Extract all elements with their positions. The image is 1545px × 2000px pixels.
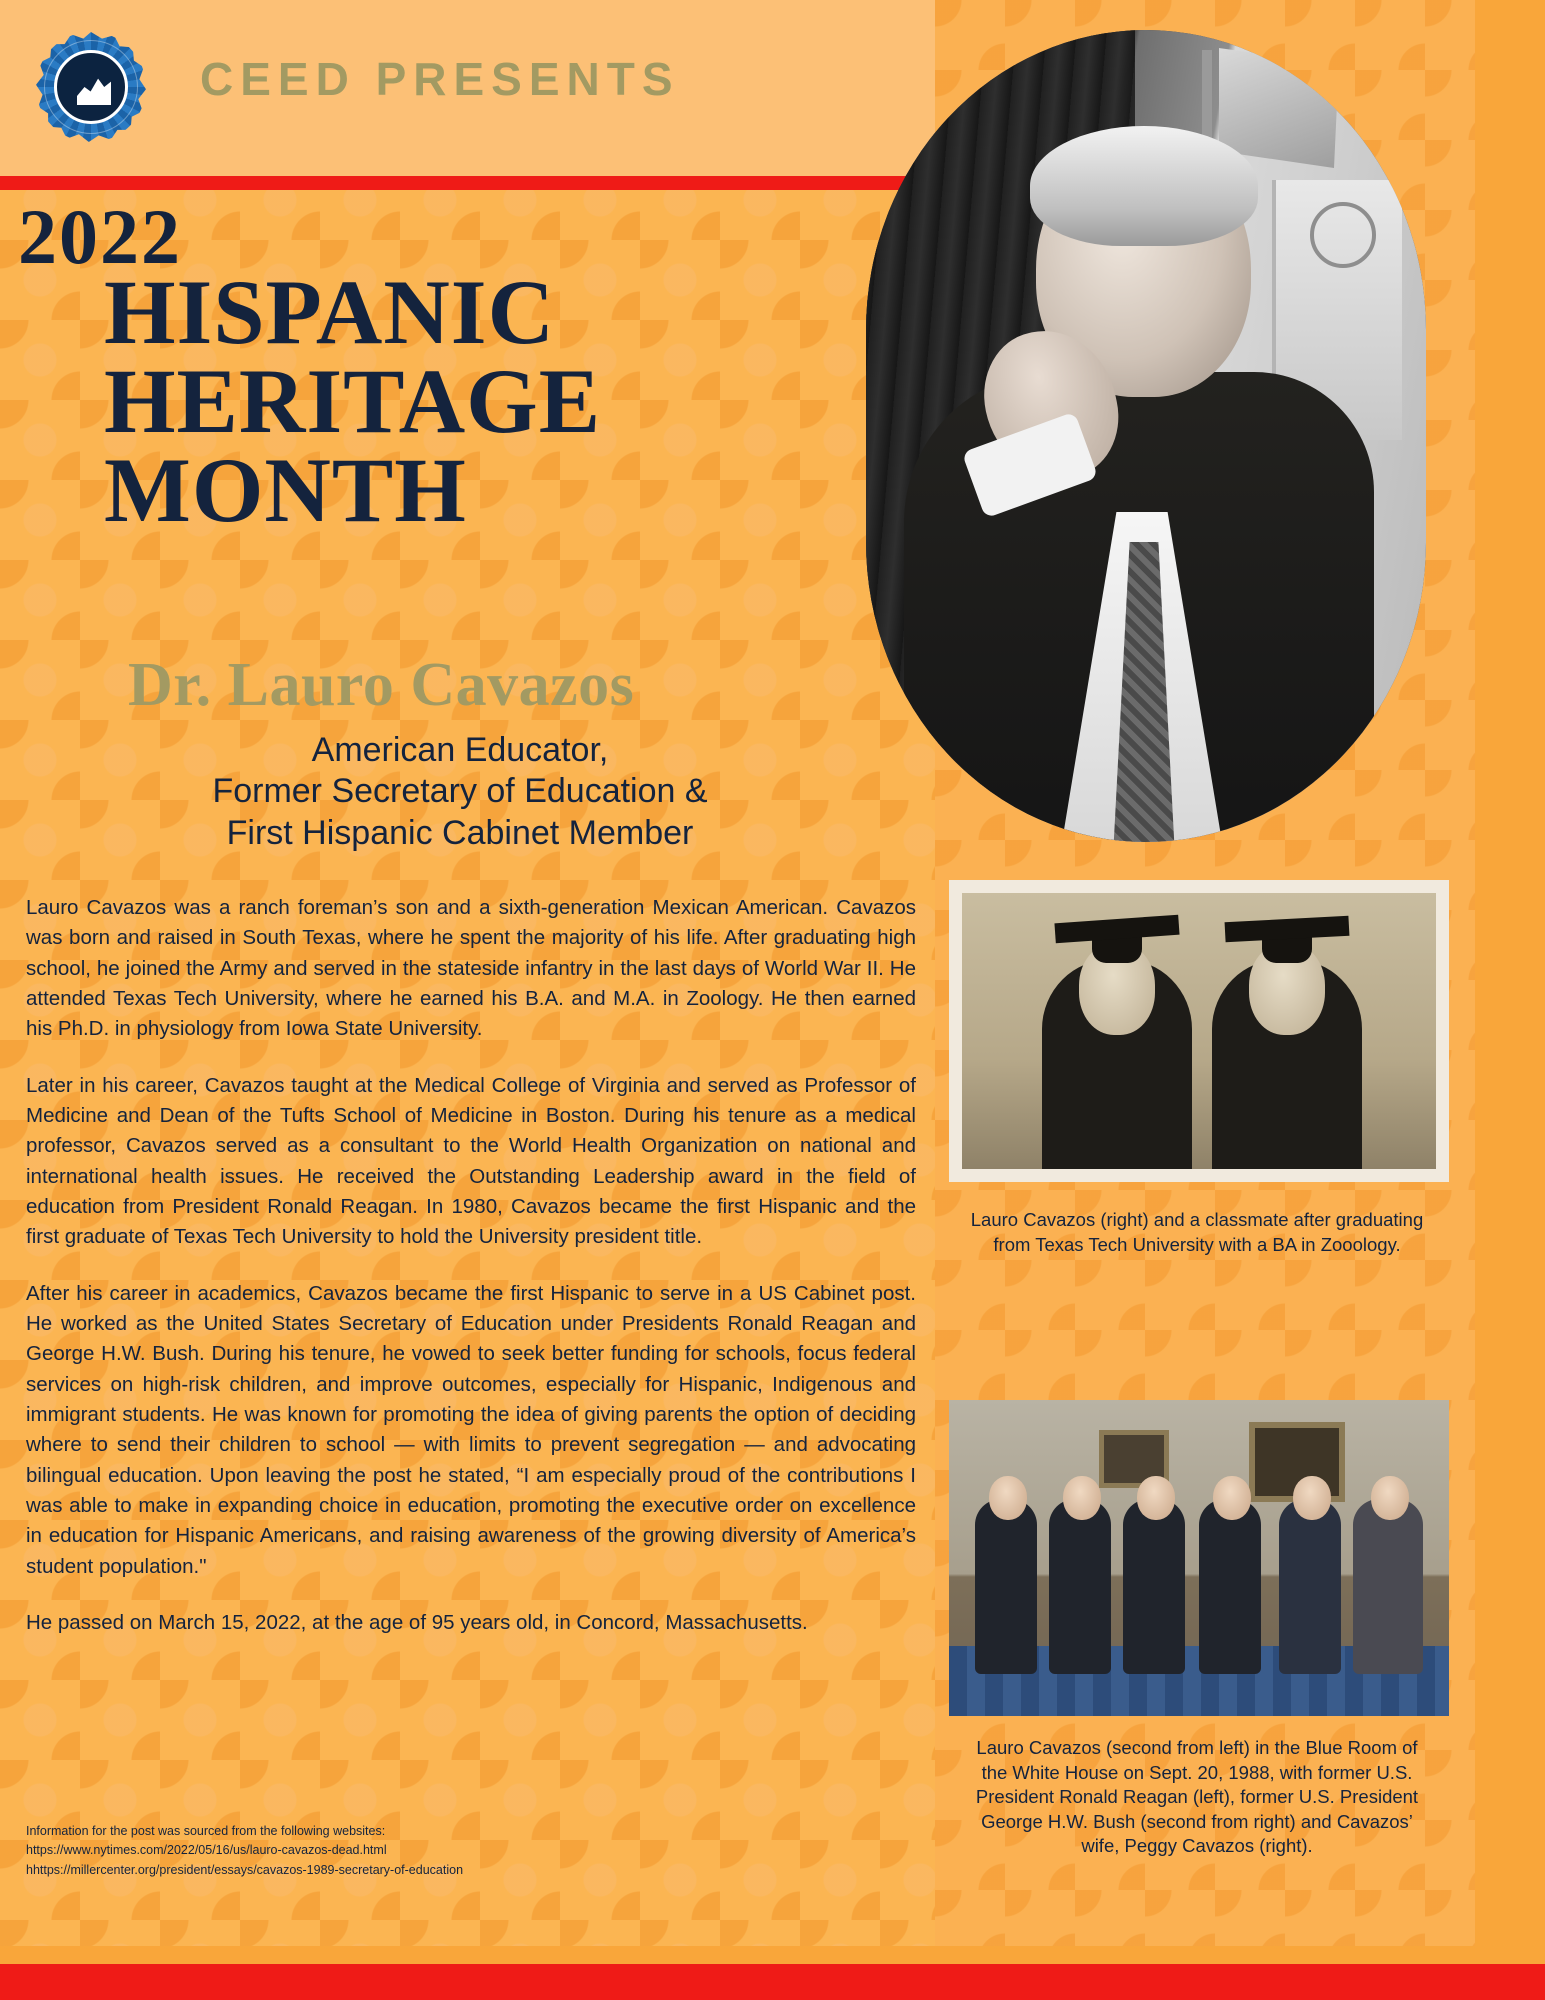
head-aide — [1137, 1476, 1175, 1520]
footer-red-bar — [0, 1964, 1545, 2000]
graduate-right-mortarboard — [1225, 916, 1350, 942]
right-margin — [1475, 0, 1545, 2000]
sources-block — [26, 1822, 786, 1880]
graduation-photo-caption: Lauro Cavazos (right) and a classmate after graduating from Texas Tech University with a BA in Zooology. — [970, 1209, 1424, 1255]
person-reagan — [975, 1499, 1037, 1674]
heading-line-2: HERITAGE — [104, 350, 602, 453]
person-peggy-cavazos — [1353, 1499, 1423, 1674]
header-red-rule — [0, 176, 935, 190]
subtitle-line-3: First Hispanic Cabinet Member — [226, 813, 694, 852]
graduate-left-mortarboard — [1054, 915, 1179, 944]
body-paragraph-1: Lauro Cavazos was a ranch foreman’s son and a sixth-generation Mexican American. Cavazos was born and raised in South Texas, where he spent the majority of his life. After graduating high school, he joined the Army and served in the stateside infantry in the last days of World War II. He attended Texas Tech University, where he earned his B.A. and M.A. in Zoology. He then earned his Ph.D. in physiology from Iowa State University. — [26, 896, 916, 1041]
source-link-2[interactable]: hhttps://millercenter.org/president/essays/cavazos-1989-secretary-of-education — [26, 1862, 464, 1877]
main-heading — [104, 261, 602, 542]
portrait-photo — [866, 30, 1426, 842]
year-heading: 2022 — [18, 193, 182, 280]
body-paragraph-4: He passed on March 15, 2022, at the age of 95 years old, in Concord, Massachusetts. — [26, 1610, 808, 1634]
body-text — [26, 893, 916, 1638]
head-reagan — [989, 1476, 1027, 1520]
person-guest — [1279, 1499, 1341, 1674]
heading-line-3: MONTH — [104, 439, 467, 542]
ceed-presents-text: CEED PRESENTS — [200, 53, 680, 105]
ceed-logo-icon — [36, 32, 146, 142]
person-subtitle — [0, 730, 920, 854]
footer-gap — [0, 1946, 1545, 1964]
logo-inner-emblem — [54, 50, 128, 124]
person-name: Dr. Lauro Cavazos — [128, 651, 635, 719]
portrait-hair — [1030, 126, 1258, 246]
graduation-photo — [949, 880, 1449, 1182]
person-aide — [1123, 1499, 1185, 1674]
heading-line-1: HISPANIC — [104, 261, 556, 363]
white-house-photo — [949, 1400, 1449, 1716]
subtitle-line-2: Former Secretary of Education & — [212, 772, 708, 811]
sources-intro: Information for the post was sourced from the following websites: — [26, 1824, 386, 1838]
portrait-flag — [1219, 48, 1339, 168]
subtitle-line-1: American Educator, — [311, 731, 609, 769]
body-paragraph-2: Later in his career, Cavazos taught at the Medical College of Virginia and served as Professor of Medicine and Dean of the Tufts School of Medicine in Boston. During his tenure as a medical professor, Cavazos served as a consultant to the World Health Organization on national and international health issues. He received the Outstanding Leadership award in the field of education from President Ronald Reagan. In 1980, Cavazos became the first Hispanic and the first graduate of Texas Tech University to hold the University president title. — [26, 1073, 916, 1249]
head-bush — [1213, 1476, 1251, 1520]
body-paragraph-3: After his career in academics, Cavazos became the first Hispanic to serve in a US Cabinet post. He worked as the United States Secretary of Education under Presidents Ronald Reagan and George H.W. Bush. During his tenure, he vowed to seek better funding for schools, focus federal services on high-risk children, and improve outcomes, especially for Hispanic, Indigenous and immigrant students. He was known for promoting the idea of giving parents the option of deciding where to send their children to school — with limits to prevent segregation — and advocating bilingual education. Upon leaving the post he stated, “I am especially proud of the contributions I was able to make in expanding choice in education, promoting the executive order on excellence in education for Hispanic Americans, and raising awareness of the growing diversity of America’s student population." — [26, 1281, 916, 1578]
white-house-photo-caption: Lauro Cavazos (second from left) in the Blue Room of the White House on Sept. 20, 1988, with former U.S. President Ronald Reagan (left), former U.S. President George H.W. Bush (second from right) and Cavazos’ wife, Peggy Cavazos (right). — [975, 1737, 1419, 1857]
head-guest — [1293, 1476, 1331, 1520]
source-link-1[interactable]: https://www.nytimes.com/2022/05/16/us/lauro-cavazos-dead.html — [26, 1843, 387, 1858]
person-bush — [1199, 1499, 1261, 1674]
head-peggy — [1371, 1476, 1409, 1520]
graduation-photo-image — [962, 893, 1436, 1169]
person-cavazos — [1049, 1499, 1111, 1674]
head-cavazos — [1063, 1476, 1101, 1520]
